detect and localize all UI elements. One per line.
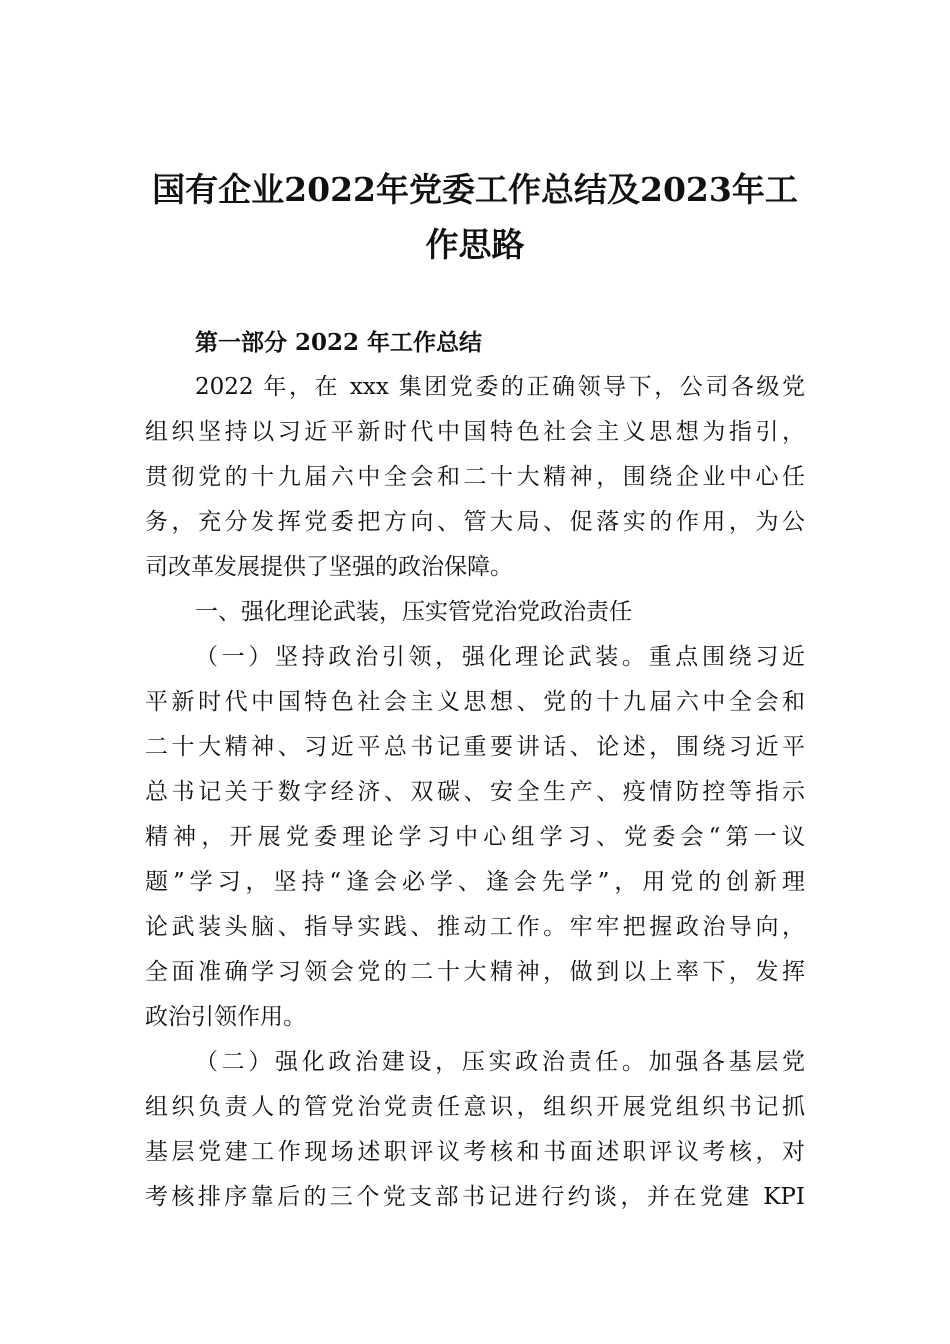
paragraph-line: 2022 年，在 xxx 集团党委的正确领导下，公司各级党 xyxy=(195,374,805,400)
paragraph-line: 二十大精神、习近平总书记重要讲话、论述，围绕习近平 xyxy=(145,734,805,760)
paragraph-line: 论武装头脑、指导实践、推动工作。牢牢把握政治导向， xyxy=(145,914,805,940)
paragraph-line: 精神，开展党委理论学习中心组学习、党委会“第一议 xyxy=(145,824,805,850)
part-heading: 第一部分 2022 年工作总结 xyxy=(195,329,483,356)
paragraph-line: 组织负责人的管党治党责任意识，组织开展党组织书记抓 xyxy=(145,1094,805,1120)
document-title xyxy=(120,162,830,272)
paragraph-line: 贯彻党的十九届六中全会和二十大精神，围绕企业中心任 xyxy=(145,464,805,490)
title-line-2: 作思路 xyxy=(425,225,525,264)
paragraph-line: 平新时代中国特色社会主义思想、党的十九届六中全会和 xyxy=(145,689,805,715)
paragraph-line: 基层党建工作现场述职评议考核和书面述职评议考核，对 xyxy=(145,1139,805,1165)
paragraph-line: （二）强化政治建设，压实政治责任。加强各基层党 xyxy=(195,1049,805,1075)
paragraph-line: 务，充分发挥党委把方向、管大局、促落实的作用，为公 xyxy=(145,509,805,535)
paragraph-line: 司改革发展提供了坚强的政治保障。 xyxy=(145,554,513,580)
paragraph-line: 考核排序靠后的三个党支部书记进行约谈，并在党建 KPI xyxy=(145,1184,805,1210)
paragraph-line: 题”学习，坚持“逢会必学、逢会先学”，用党的创新理 xyxy=(145,869,805,895)
section-heading: 一、强化理论武装，压实管党治党政治责任 xyxy=(195,599,632,625)
paragraph-line: 组织坚持以习近平新时代中国特色社会主义思想为指引， xyxy=(145,419,805,445)
paragraph-line: （一）坚持政治引领，强化理论武装。重点围绕习近 xyxy=(195,644,805,670)
paragraph-line: 总书记关于数字经济、双碳、安全生产、疫情防控等指示 xyxy=(145,779,805,805)
paragraph-line: 政治引领作用。 xyxy=(145,1004,306,1030)
paragraph-line: 全面准确学习领会党的二十大精神，做到以上率下，发挥 xyxy=(145,959,805,985)
title-line-1: 国有企业2022年党委工作总结及2023年工 xyxy=(152,170,798,209)
document-body xyxy=(145,320,805,1220)
